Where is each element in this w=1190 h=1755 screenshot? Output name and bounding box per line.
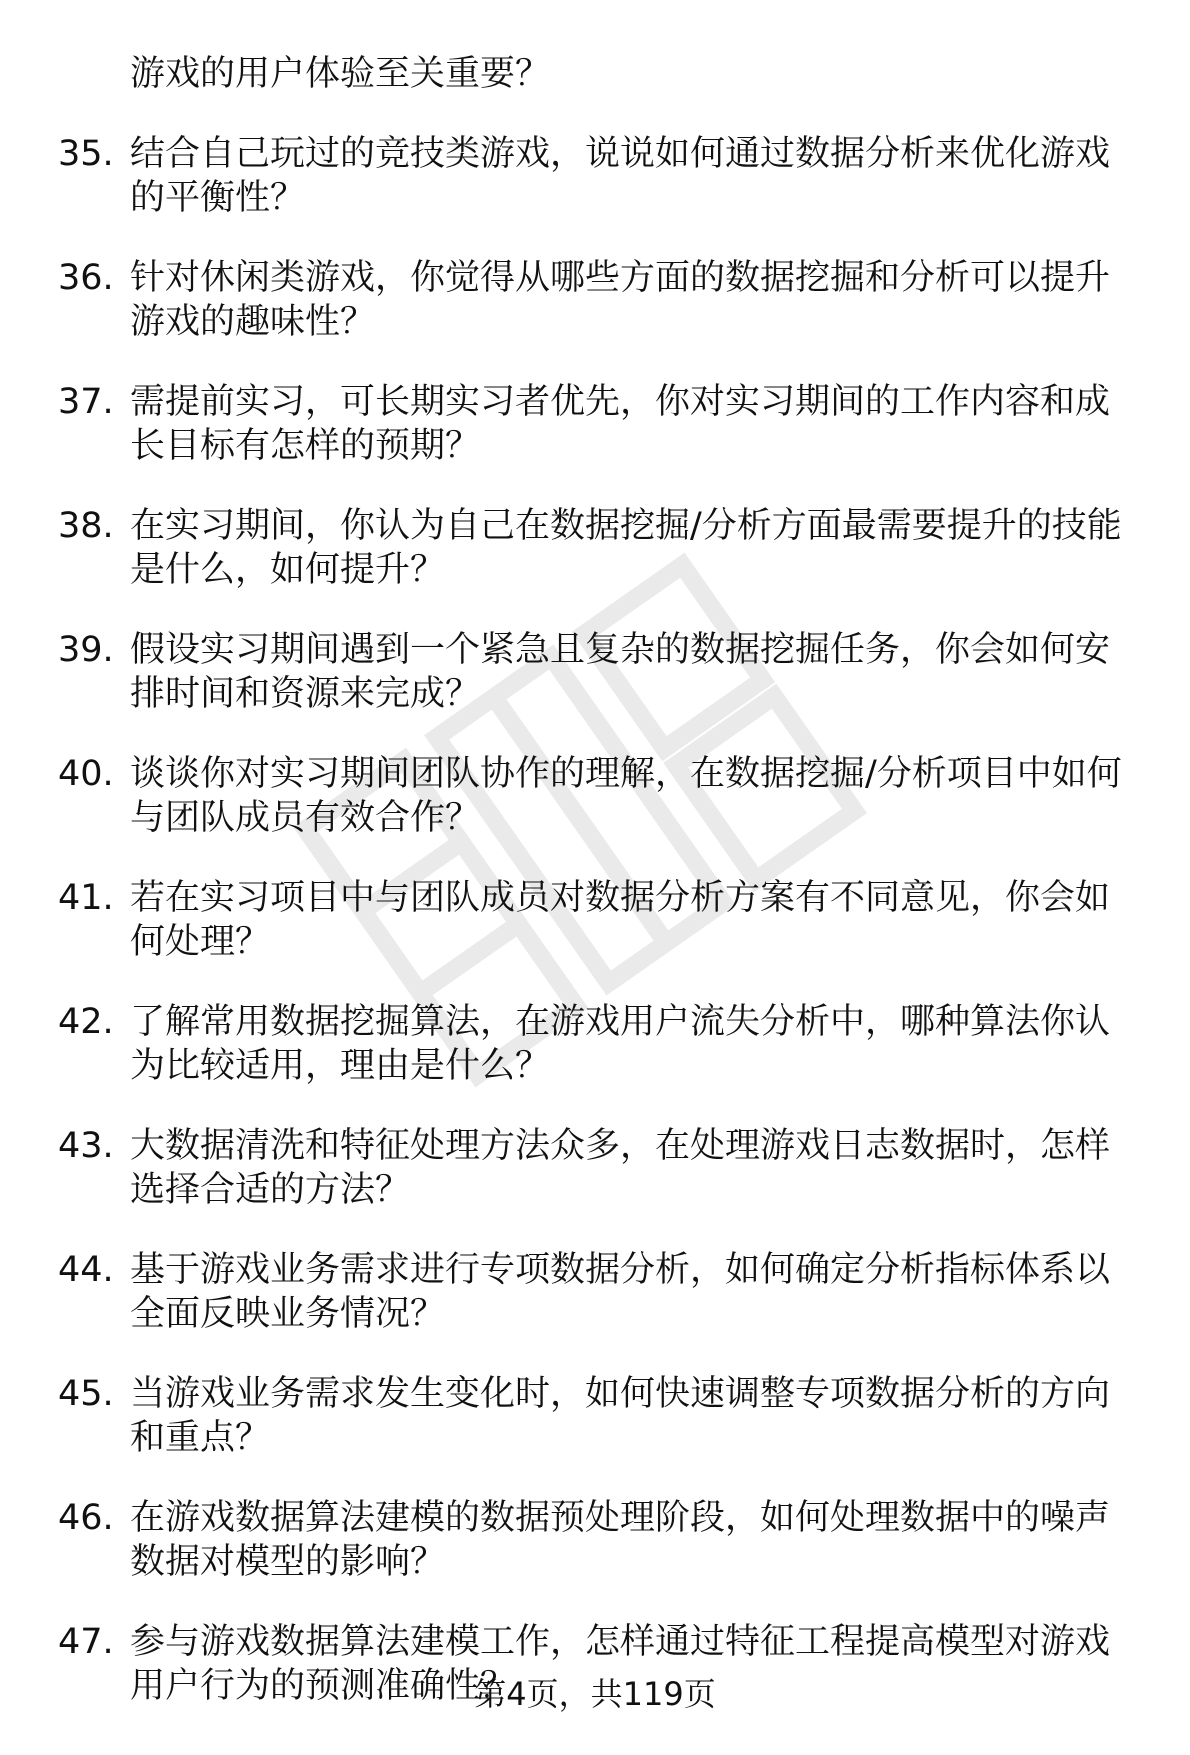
- question-number: 46.: [58, 1498, 114, 1538]
- question-number: 45.: [58, 1374, 114, 1414]
- question-number: 35.: [58, 134, 114, 174]
- question-text-line: 与团队成员有效合作？: [130, 798, 481, 838]
- continuation-line: 游戏的用户体验至关重要？: [130, 54, 551, 94]
- question-number: 39.: [58, 630, 114, 670]
- question-item: [58, 256, 1148, 344]
- question-text-line: 的平衡性？: [130, 178, 306, 218]
- question-text-line: 在游戏数据算法建模的数据预处理阶段，如何处理数据中的噪声: [130, 1498, 1111, 1538]
- page-footer: 第4页，共119页: [474, 1675, 716, 1713]
- question-text-line: 结合自己玩过的竞技类游戏，说说如何通过数据分析来优化游戏: [130, 134, 1111, 174]
- question-text-line: 何处理？: [130, 922, 271, 962]
- question-text-line: 为比较适用，理由是什么？: [130, 1046, 551, 1086]
- question-text-line: 和重点？: [130, 1418, 271, 1458]
- question-item: [58, 1124, 1148, 1212]
- question-number: 38.: [58, 506, 114, 546]
- question-number: 36.: [58, 258, 114, 298]
- question-item: [58, 628, 1148, 716]
- question-number: 40.: [58, 754, 114, 794]
- question-text-line: 在实习期间，你认为自己在数据挖掘/分析方面最需要提升的技能: [130, 506, 1122, 546]
- question-text-line: 长目标有怎样的预期？: [130, 426, 481, 466]
- question-text-line: 当游戏业务需求发生变化时，如何快速调整专项数据分析的方向: [130, 1374, 1111, 1414]
- question-item: [58, 1248, 1148, 1336]
- question-item: [58, 504, 1148, 592]
- question-number: 37.: [58, 382, 114, 422]
- question-text-line: 用户行为的预测准确性？: [130, 1666, 516, 1706]
- question-text-line: 基于游戏业务需求进行专项数据分析，如何确定分析指标体系以: [130, 1250, 1111, 1290]
- question-text-line: 若在实习项目中与团队成员对数据分析方案有不同意见，你会如: [130, 878, 1111, 918]
- question-text-line: 是什么，如何提升？: [130, 550, 446, 590]
- question-item: [58, 1372, 1148, 1460]
- question-text-line: 了解常用数据挖掘算法，在游戏用户流失分析中，哪种算法你认: [130, 1002, 1111, 1042]
- question-text-line: 假设实习期间遇到一个紧急且复杂的数据挖掘任务，你会如何安: [130, 630, 1111, 670]
- question-item: [58, 752, 1148, 840]
- question-number: 47.: [58, 1622, 114, 1662]
- question-text-line: 选择合适的方法？: [130, 1170, 411, 1210]
- question-text-line: 参与游戏数据算法建模工作，怎样通过特征工程提高模型对游戏: [130, 1622, 1111, 1662]
- question-number: 44.: [58, 1250, 114, 1290]
- question-item: [58, 380, 1148, 468]
- question-item: [58, 132, 1148, 220]
- question-text-line: 需提前实习，可长期实习者优先，你对实习期间的工作内容和成: [130, 382, 1111, 422]
- question-text-line: 谈谈你对实习期间团队协作的理解，在数据挖掘/分析项目中如何: [130, 754, 1122, 794]
- question-item: [58, 1000, 1148, 1088]
- question-text-line: 针对休闲类游戏，你觉得从哪些方面的数据挖掘和分析可以提升: [130, 258, 1111, 298]
- question-item: [58, 1496, 1148, 1584]
- questions-container: [58, 132, 1148, 1708]
- question-text-line: 排时间和资源来完成？: [130, 674, 481, 714]
- question-text-line: 大数据清洗和特征处理方法众多，在处理游戏日志数据时，怎样: [130, 1126, 1111, 1166]
- question-number: 41.: [58, 878, 114, 918]
- question-number: 43.: [58, 1126, 114, 1166]
- question-text-line: 数据对模型的影响？: [130, 1542, 446, 1582]
- question-item: [58, 876, 1148, 964]
- question-list: [58, 52, 1148, 1708]
- question-text-line: 游戏的趣味性？: [130, 302, 376, 342]
- question-text-line: 全面反映业务情况？: [130, 1294, 446, 1334]
- question-number: 42.: [58, 1002, 114, 1042]
